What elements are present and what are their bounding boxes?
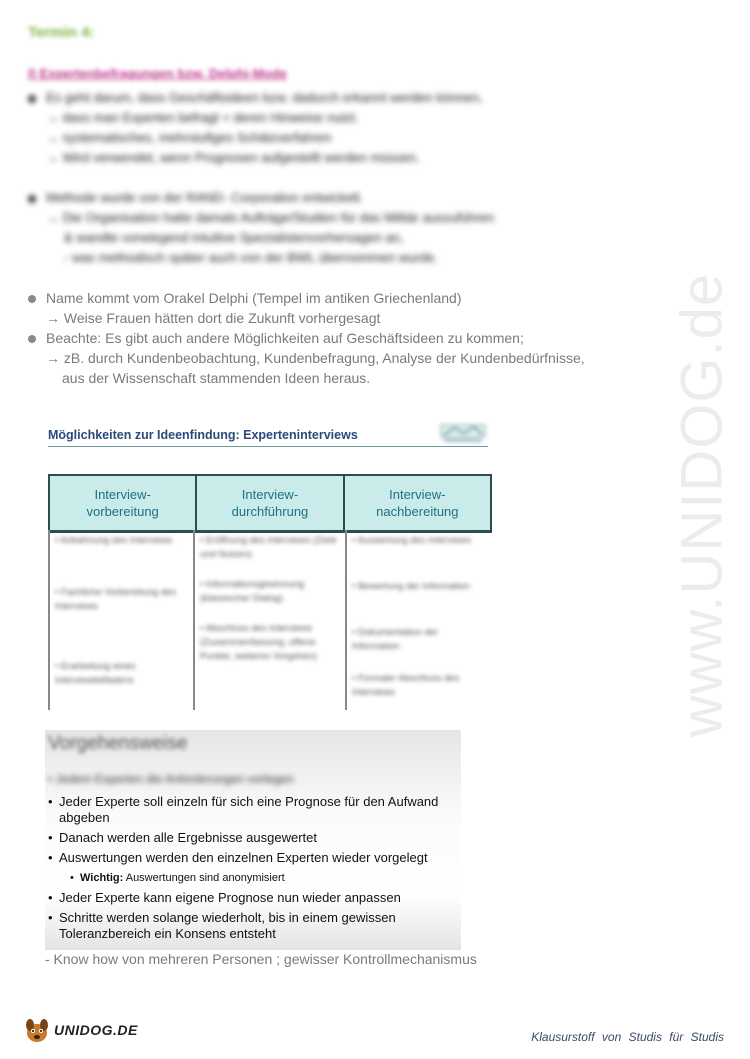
bullet-line: Name kommt vom Orakel Delphi (Tempel im antiken Griechenland)	[28, 288, 585, 308]
figure2-blurred-item: • Jedem Experten die Anforderungen vorlegen	[48, 772, 294, 786]
interview-table-header	[48, 474, 492, 533]
figure1-divider	[48, 446, 488, 447]
paragraph-line: & wandte vorwiegend intuitive Spezialistenvorhersagen an,	[64, 230, 404, 245]
list-item: • Jeder Experte soll einzeln für sich eine Prognose für den Aufwand abgeben	[48, 794, 458, 826]
list-item: • Jeder Experte kann eigene Prognose nun wieder anpassen	[48, 890, 458, 906]
header-vorbereitung: Interview- vorbereitung	[50, 476, 197, 530]
footer-tagline: Klausurstoff von Studis für Studis	[531, 1030, 724, 1044]
paragraph-line: Es geht darum, dass Geschäftsideen bzw. dadurch erkannt werden können,	[28, 88, 482, 108]
paragraph-line: → dass man Experten befragt + deren Hinweise nutzt.	[46, 110, 359, 125]
footer-logo	[22, 1015, 138, 1045]
cell-item: • Informationsgewinnung (klassischer Dialog)	[200, 579, 305, 604]
paragraph-line: → systematisches, mehrstufiges Schätzverfahren	[46, 130, 332, 145]
list-subitem: • Wichtig: Auswertungen sind anonymisiert	[48, 870, 458, 886]
arrow-line: → Weise Frauen hätten dort die Zukunft vorhergesagt	[46, 310, 381, 326]
column2-content	[200, 534, 340, 664]
clear-paragraph	[28, 288, 585, 388]
header-durchfuehrung: Interview- durchführung	[197, 476, 344, 530]
column3-content	[352, 534, 484, 700]
note-line: - Know how von mehreren Personen ; gewisser Kontrollmechanismus	[45, 951, 477, 967]
cell-item: • Dokumentation der Information	[352, 627, 439, 652]
bullet-icon	[28, 295, 36, 303]
figure2-list	[48, 794, 458, 946]
cell-item: • Eröffnung des Interviews (Ziele und Nutzen)	[200, 535, 337, 560]
column1-content	[55, 534, 185, 688]
blurred-paragraph-2	[28, 188, 494, 268]
figure1-title: Möglichkeiten zur Ideenfindung: Experteninterviews	[48, 428, 358, 442]
bullet-line: Beachte: Es gibt auch andere Möglichkeiten auf Geschäftsideen zu kommen;	[28, 328, 585, 348]
bullet-icon	[28, 335, 36, 343]
figure2-title: Vorgehensweise	[48, 733, 188, 754]
continuation-line: aus der Wissenschaft stammenden Ideen heraus.	[62, 370, 371, 386]
list-item: • Auswertungen werden den einzelnen Experten wieder vorgelegt	[48, 850, 458, 866]
cell-item: • Anbahnung des Interviews	[55, 535, 173, 546]
column-separator	[345, 530, 347, 710]
cell-item: • Fachliche Vorbereitung des Interviews	[55, 587, 177, 612]
cell-item: • Formaler Abschluss des Interviews	[352, 673, 460, 698]
arrow-line: → zB. durch Kundenbeobachtung, Kundenbefragung, Analyse der Kundenbedürfnisse,	[46, 350, 585, 366]
dog-icon	[22, 1015, 52, 1045]
header-nachbereitung: Interview- nachbereitung	[376, 487, 459, 519]
paragraph-line: → Die Organisation hatte damals Aufträge/Studien für das Militär auszuführen	[46, 210, 495, 225]
list-item: • Schritte werden solange wiederholt, bis in einem gewissen Toleranzbereich ein Konsens entsteht	[48, 910, 458, 942]
footer-logo-text: UNIDOG.DE	[54, 1022, 138, 1038]
cell-item: • Abschluss des Interviews (Zusammenfassung, offene Punkte, weiteres Vorgehen)	[200, 623, 317, 662]
list-item: • Danach werden alle Ergebnisse ausgewertet	[48, 830, 458, 846]
cell-item: • Erarbeitung eines Interviewleitfadens	[55, 661, 136, 686]
column-separator	[193, 530, 195, 710]
termin-heading: Termin 4:	[28, 24, 95, 41]
watermark: www.UNIDOG.de	[669, 272, 735, 738]
cell-item: • Auswertung des Interviews	[352, 535, 471, 546]
section-heading: I) Expertenbefragungen bzw. Delphi-Mode	[28, 66, 287, 81]
paragraph-line: - was methodisch später auch von der BWL übernommen wurde.	[64, 250, 438, 265]
blurred-paragraph-1	[28, 88, 482, 168]
figure1-logo-icon	[440, 424, 486, 444]
paragraph-line: → Wird verwendet, wenn Prognosen aufgestellt werden müssen.	[46, 150, 420, 165]
paragraph-line: Methode wurde von der RAND- Corporation entwickelt.	[28, 188, 494, 208]
column-separator	[48, 530, 50, 710]
cell-item: • Bewertung der Information	[352, 581, 470, 592]
